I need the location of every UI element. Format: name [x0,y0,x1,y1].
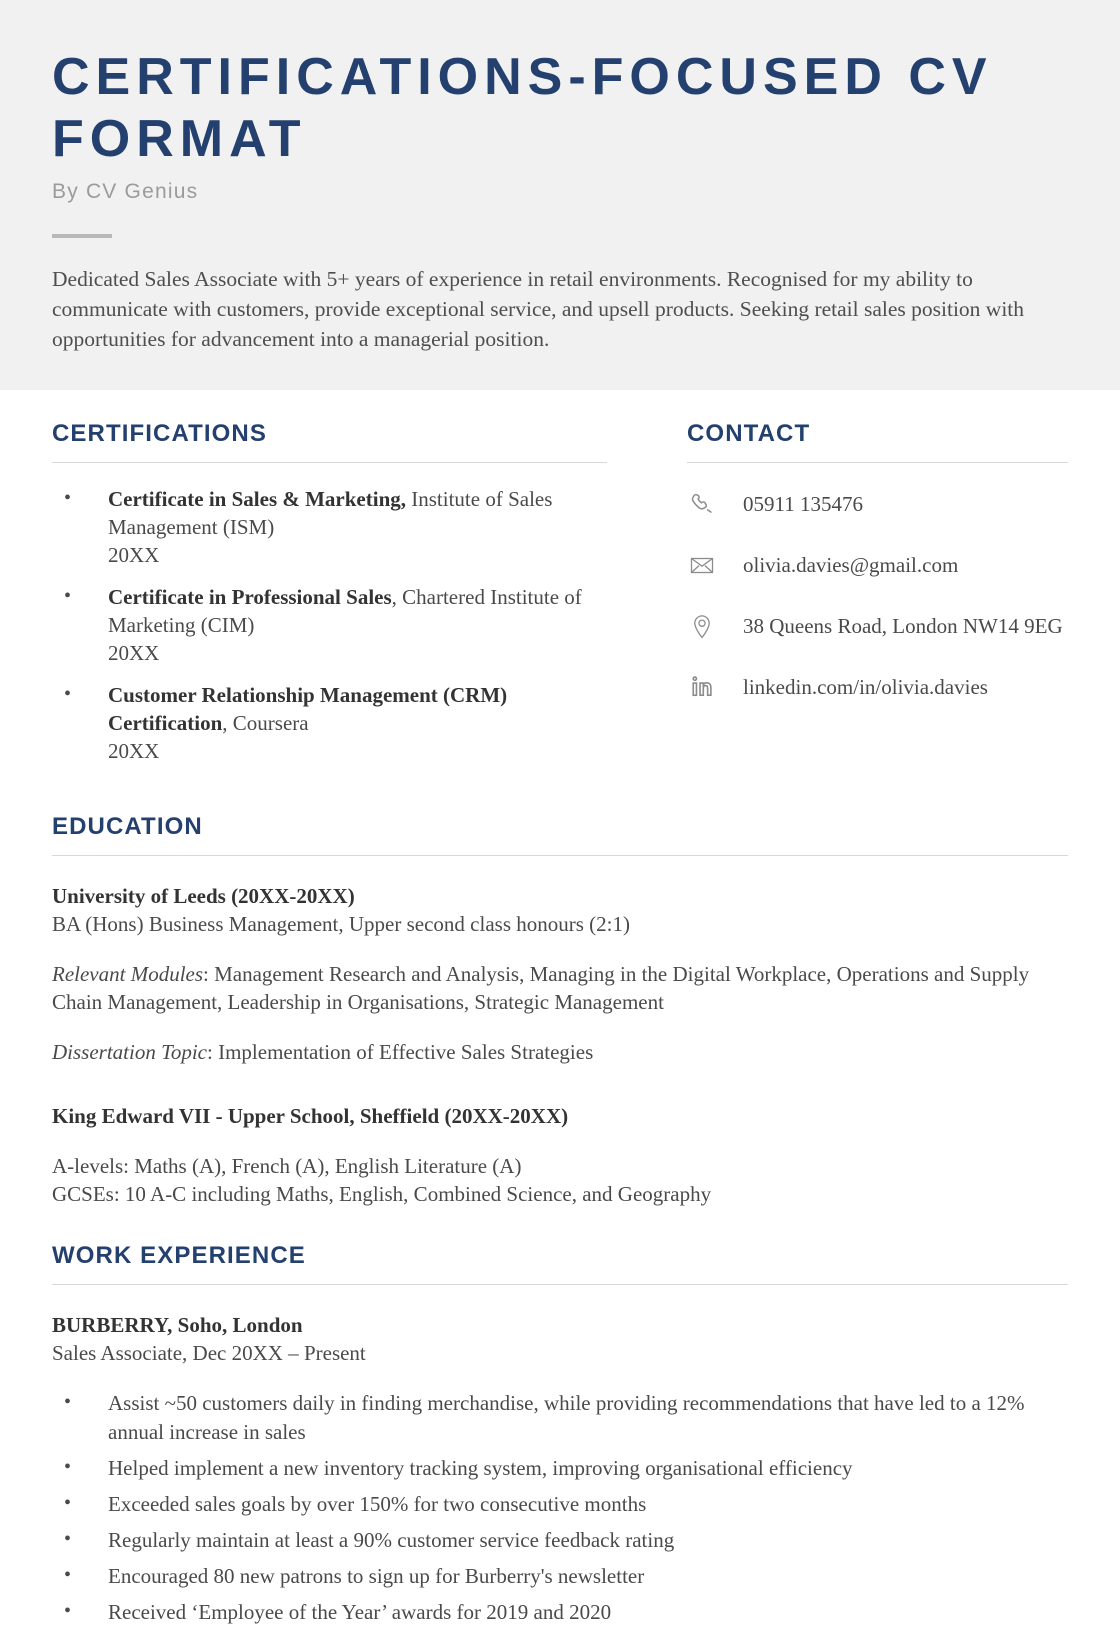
spacer [52,1208,1068,1242]
certifications-heading: CERTIFICATIONS [52,420,267,447]
education-heading: EDUCATION [52,813,203,840]
education-degree: BA (Hons) Business Management, Upper second class honours (2:1) [52,912,630,936]
work-experience-divider [52,1284,1068,1285]
education-divider [52,855,1068,856]
education-dissertation [52,1038,1068,1066]
contact-list [687,489,1068,702]
contact-divider [687,462,1068,463]
certification-year: 20XX [108,739,160,763]
list-item [52,485,607,569]
list-item [52,583,607,667]
work-experience-heading: WORK EXPERIENCE [52,1242,306,1269]
work-experience-section [52,1242,1068,1627]
education-school: University of Leeds (20XX-20XX) [52,884,355,908]
work-entry-burberry [52,1311,1068,1627]
contact-row-address [687,611,1068,641]
certification-issuer: , Coursera [222,711,309,735]
cv-body [0,390,1120,1627]
modules-label: Relevant Modules [52,962,204,986]
linkedin-icon [687,672,717,702]
education-gcses: GCSEs: 10 A-C including Maths, English, Combined Science, and Geography [52,1182,712,1206]
list-item: • Assist ~50 customers daily in finding merchandise, while providing recommendations that have led to a 12% annual increase in sales [52,1389,1068,1447]
education-school: King Edward VII - Upper School, Sheffield (20XX-20XX) [52,1104,569,1128]
location-pin-icon [687,611,717,641]
phone-icon [687,489,717,519]
professional-summary: Dedicated Sales Associate with 5+ years of experience in retail environments. Recognised for my ability to communicate with customers, provide exceptional service, and upsell products. Seeking retail sales position with opportunities for advancement into a managerial position. [52,267,1025,351]
work-employer: BURBERRY, Soho, London [52,1313,303,1337]
page-title: CERTIFICATIONS-FOCUSED CV FORMAT [52,48,993,168]
education-modules [52,960,1068,1016]
education-entry-king-edward [52,1102,1068,1208]
dissertation-text: : Implementation of Effective Sales Strategies [207,1040,594,1064]
contact-row-phone [687,489,1068,519]
spacer [52,779,1068,813]
certification-year: 20XX [108,641,160,665]
list-item: • Regularly maintain at least a 90% customer service feedback rating [52,1526,1068,1555]
certification-name: Customer Relationship Management (CRM) Certification [108,683,508,735]
contact-section [687,420,1068,779]
certification-year: 20XX [108,543,160,567]
list-item: • Received ‘Employee of the Year’ awards for 2019 and 2020 [52,1598,1068,1627]
education-alevels: A-levels: Maths (A), French (A), English Literature (A) [52,1154,522,1178]
list-item: • Helped implement a new inventory tracking system, improving organisational efficiency [52,1454,1068,1483]
work-bullet-list [52,1389,1068,1627]
spacer [52,1130,1068,1152]
certification-name: Certificate in Professional Sales [108,585,392,609]
work-role: Sales Associate, Dec 20XX – Present [52,1341,366,1365]
column-gap [607,420,687,779]
contact-phone-value: 05911 135476 [743,492,863,516]
certifications-divider [52,462,607,463]
certification-name: Certificate in Sales & Marketing, [108,487,407,511]
education-section [52,813,1068,1208]
dissertation-label: Dissertation Topic [52,1040,207,1064]
contact-row-linkedin [687,672,1068,702]
byline-divider [52,234,112,238]
certification-issuer: , Chartered Institute of Marketing (CIM) [108,585,582,637]
contact-linkedin-value: linkedin.com/in/olivia.davies [743,675,988,699]
contact-address-value: 38 Queens Road, London NW14 9EG [743,614,1063,638]
contact-heading: CONTACT [687,420,811,447]
cv-header-band [0,0,1120,390]
envelope-icon [687,550,717,580]
certifications-section [52,420,607,779]
list-item: • Encouraged 80 new patrons to sign up for Burberry's newsletter [52,1562,1068,1591]
education-entry-leeds [52,882,1068,1066]
list-item [52,681,607,765]
contact-row-email [687,550,1068,580]
top-columns [52,390,1068,779]
certifications-list [52,485,607,765]
byline: By CV Genius [52,180,199,203]
certification-issuer: Institute of Sales Management (ISM) [108,487,553,539]
modules-text: : Management Research and Analysis, Managing in the Digital Workplace, Operations and Supply Chain Management, Leadership in Organisations, Strategic Management [52,962,1030,1014]
contact-email-value: olivia.davies@gmail.com [743,553,959,577]
list-item: • Exceeded sales goals by over 150% for two consecutive months [52,1490,1068,1519]
spacer [52,1066,1068,1102]
